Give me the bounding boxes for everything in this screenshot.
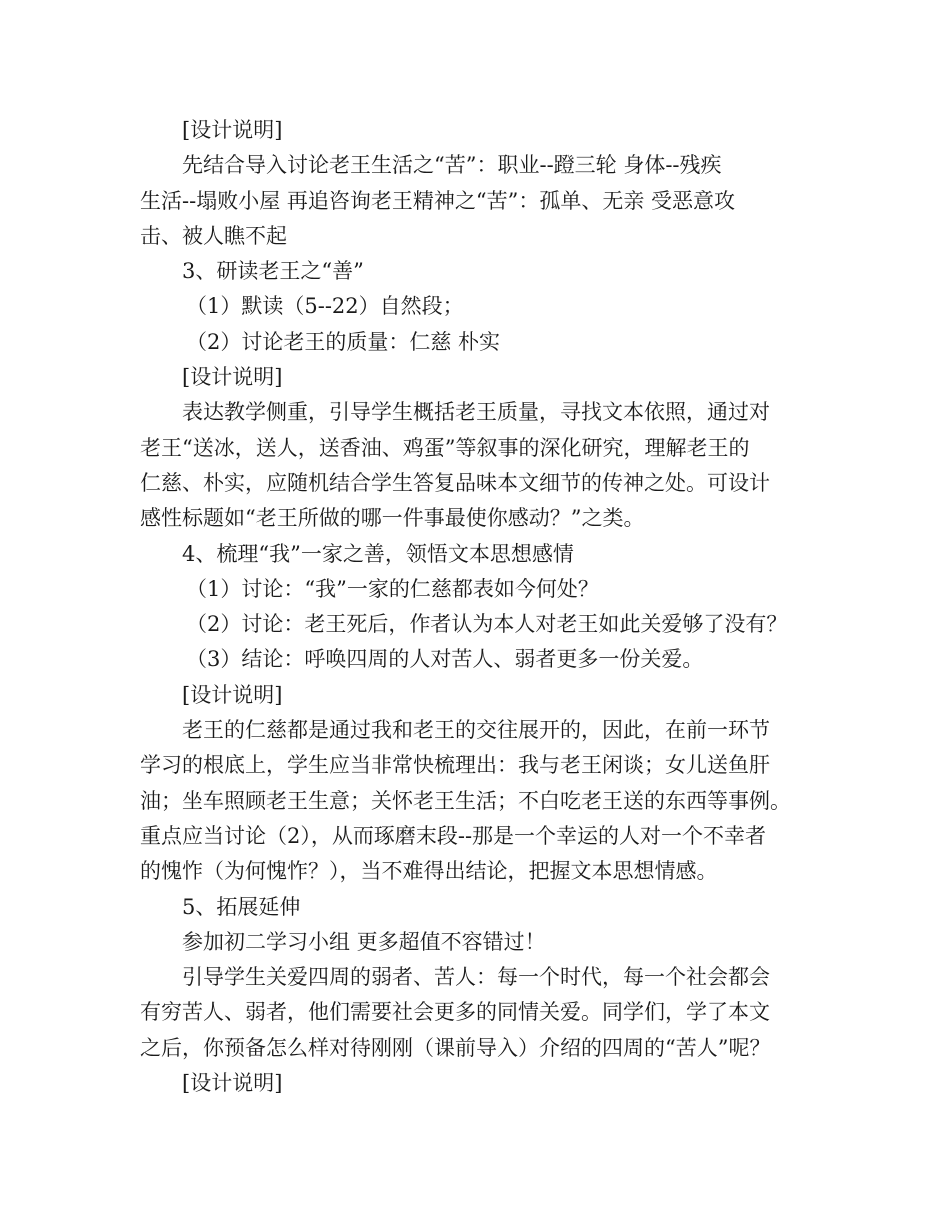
sub-item: （3）结论：呼唤四周的人对苦人、弱者更多一份关爱。 [186,647,704,672]
text-line: 表达教学侧重，引导学生概括老王质量，寻找文本依照，通过对 [182,400,770,425]
document-body [140,113,820,1101]
text-line: 引导学生关爱四周的弱者、苦人：每一个时代，每一个社会都会 [182,965,770,990]
design-note-label: [设计说明] [182,1071,283,1096]
section-heading-4: 4、梳理“我”一家之善，领悟文本思想感情 [182,541,574,566]
paragraph-teaching-focus [140,395,820,536]
design-note-label: [设计说明] [182,682,283,707]
section-heading-3: 3、研读老王之“善” [182,259,364,284]
text-line: 的愧怍（为何愧怍？），当不难得出结论，把握文本思想情感。 [140,859,718,884]
text-line: 油；坐车照顾老王生意；关怀老王生活；不白吃老王送的东西等事例。 [140,788,791,813]
text-line: 老王的仁慈都是通过我和老王的交往展开的，因此，在前一环节 [182,718,770,743]
text-line: 学习的根底上，学生应当非常快梳理出：我与老王闲谈；女儿送鱼肝 [140,753,770,778]
text-line: 生活--塌败小屋 再追咨询老王精神之“苦”：孤单、无亲 受恶意攻 [140,188,736,213]
design-note-label: [设计说明] [182,365,283,390]
sub-item: （1）讨论：“我”一家的仁慈都表如今何处？ [186,576,599,601]
paragraph-family-kindness [140,713,820,889]
design-note-label: [设计说明] [182,118,283,142]
text-line: 重点应当讨论（2），从而琢磨末段--那是一个幸运的人对一个不幸者 [140,823,767,848]
sub-item: （2）讨论：老王死后，作者认为本人对老王如此关爱够了没有？ [186,612,788,637]
sub-item: （2）讨论老王的质量：仁慈 朴实 [186,329,501,354]
text-line: 之后，你预备怎么样对待刚刚（课前导入）介绍的四周的“苦人”呢？ [140,1035,771,1060]
text-line: 有穷苦人、弱者，他们需要社会更多的同情关爱。同学们，学了本文 [140,1000,770,1025]
paragraph-extension [140,960,820,1066]
sub-item: （1）默读（5--22）自然段； [186,294,464,319]
section-heading-5: 5、拓展延伸 [182,894,301,919]
paragraph-wang-hardship [140,148,820,254]
text-line: 击、被人瞧不起 [140,223,287,248]
text-line: 先结合导入讨论老王生活之“苦”：职业--蹬三轮 身体--残疾 [182,153,722,178]
text-line: 仁慈、朴实，应随机结合学生答复品味本文细节的传神之处。可设计 [140,470,770,495]
text-line: 老王“送冰，送人，送香油、鸡蛋”等叙事的深化研究，理解老王的 [140,435,750,460]
promo-line: 参加初二学习小组 更多超值不容错过！ [182,929,546,954]
text-line: 感性标题如“老王所做的哪一件事最使你感动？”之类。 [140,506,645,531]
